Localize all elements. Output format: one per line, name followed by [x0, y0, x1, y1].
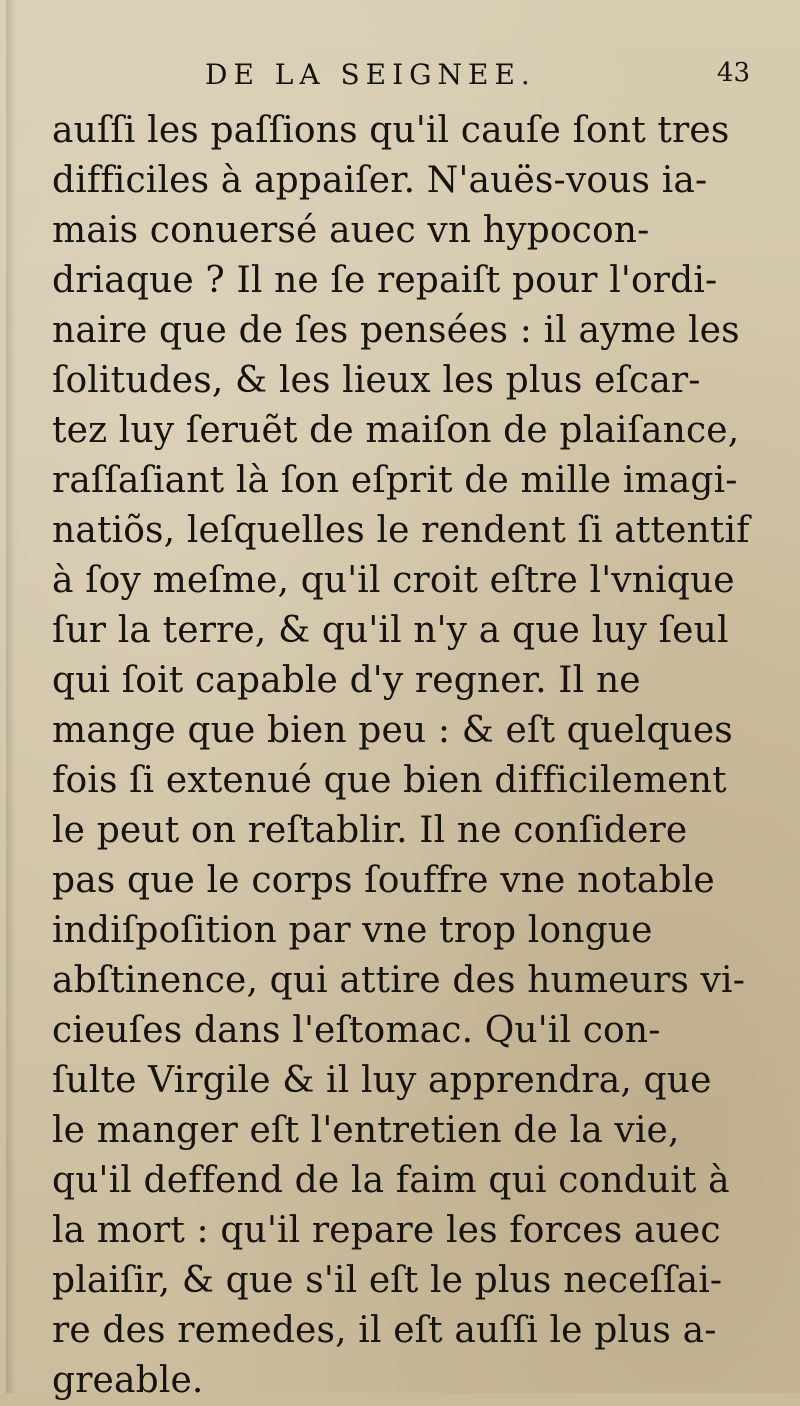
text-line: indiſpoſition par vne trop longue [52, 910, 653, 951]
text-line: ſur la terre, & qu'il n'y a que luy ſeul [52, 610, 729, 651]
text-line: la mort : qu'il repare les forces auec [52, 1210, 721, 1251]
text-line: greable. [52, 1360, 204, 1401]
text-line: ſulte Virgile & il luy apprendra, que [52, 1060, 712, 1101]
text-line: naire que de ſes pensées : il ayme les [52, 310, 740, 351]
text-line: raſſaſiant là ſon eſprit de mille imagi- [52, 460, 738, 501]
text-line: qui ſoit capable d'y regner. Il ne [52, 660, 641, 701]
text-line: difficiles à appaiſer. N'auës-vous ia- [52, 160, 708, 201]
text-line: driaque ? Il ne ſe repaiſt pour l'ordi- [52, 260, 718, 301]
text-line: le manger eſt l'entretien de la vie, [52, 1110, 680, 1151]
text-line: cieuſes dans l'eſtomac. Qu'il con- [52, 1010, 661, 1051]
page-number: 43 [716, 58, 750, 88]
text-line: auſſi les paſſions qu'il cauſe ſont tres [52, 110, 730, 151]
text-line: qu'il deffend de la faim qui conduit à [52, 1160, 730, 1201]
text-line: mange que bien peu : & eſt quelques [52, 710, 733, 751]
text-line: mais conuersé auec vn hypocon- [52, 210, 650, 251]
text-line: tez luy ſeruẽt de maiſon de plaiſance, [52, 410, 740, 451]
text-line: ſolitudes, & les lieux les plus eſcar- [52, 360, 701, 401]
text-line: le peut on reſtablir. Il ne conſidere [52, 810, 688, 851]
text-line: natiõs, leſquelles le rendent ſi attentif [52, 510, 750, 551]
page-header [205, 58, 750, 102]
text-line: plaiſir, & que s'il eſt le plus neceſſai- [52, 1260, 723, 1301]
text-line: fois ſi extenué que bien difficilement [52, 760, 727, 801]
text-line: re des remedes, il eſt auſſi le plus a- [52, 1310, 717, 1351]
body-text [52, 106, 750, 1406]
text-line: à ſoy meſme, qu'il croit eſtre l'vnique [52, 560, 735, 601]
running-title: DE LA SEIGNEE. [205, 58, 536, 91]
text-line: pas que le corps ſouffre vne notable [52, 860, 715, 901]
text-line: abſtinence, qui attire des humeurs vi- [52, 960, 746, 1001]
